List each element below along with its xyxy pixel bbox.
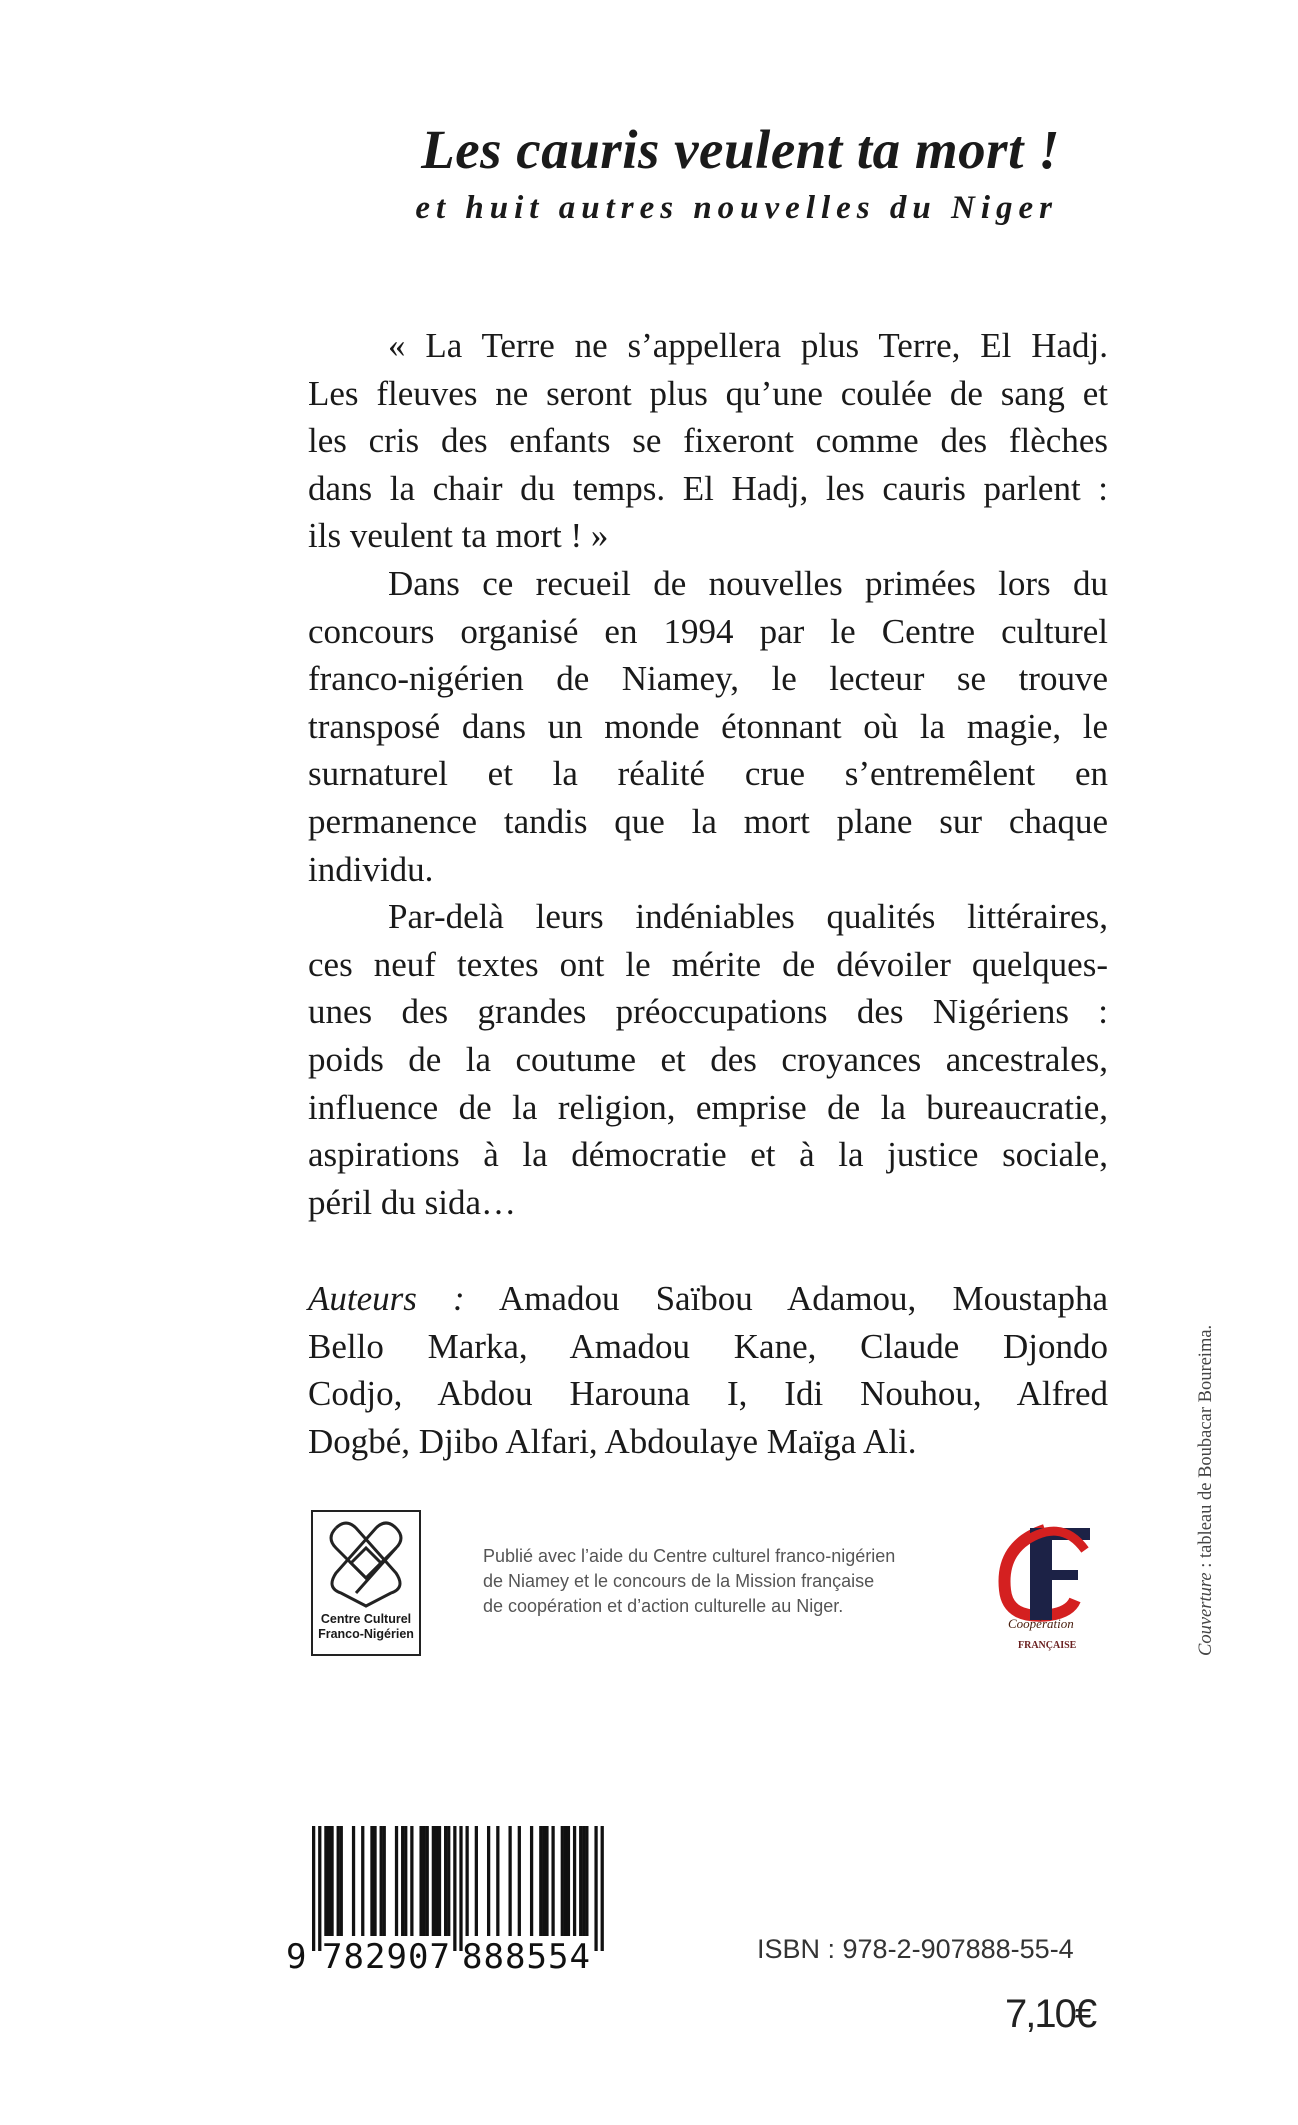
paragraph-line: concours organisé en 1994 par le Centre culturel xyxy=(308,611,1108,651)
barcode-bar xyxy=(395,1826,398,1936)
paragraph-line: permanence tandis que la mort plane sur chaque xyxy=(308,801,1108,841)
barcode-bar xyxy=(542,1826,545,1936)
barcode-first-digit: 9 xyxy=(286,1937,307,1976)
paragraph-line: surnaturel et la réalité crue s’entremêlent en xyxy=(308,754,1108,794)
barcode-bar xyxy=(594,1826,597,1951)
paragraph xyxy=(308,893,1108,1226)
paragraph xyxy=(308,560,1108,893)
barcode-bar xyxy=(337,1826,340,1936)
barcode-bar xyxy=(585,1826,588,1936)
barcode-bar xyxy=(423,1826,426,1936)
barcode-bar xyxy=(361,1826,364,1936)
barcode-bar xyxy=(435,1826,438,1936)
paragraph-line: « La Terre ne s’appellera plus Terre, El Hadj. xyxy=(388,326,1108,365)
barcode-bar xyxy=(573,1826,576,1936)
barcode-bar xyxy=(564,1826,567,1936)
barcode-bar xyxy=(466,1826,469,1936)
barcode-bar xyxy=(370,1826,373,1936)
authors-label: Auteurs : xyxy=(308,1279,465,1318)
blurb xyxy=(308,322,1108,1226)
paragraph-line: transposé dans un monde étonnant où la magie, le xyxy=(308,706,1108,746)
paragraph-line: péril du sida… xyxy=(308,1182,517,1222)
barcode-bar xyxy=(475,1826,478,1936)
barcode-bar xyxy=(444,1826,447,1936)
paragraph-line: Dans ce recueil de nouvelles primées lors du xyxy=(388,563,1108,603)
paragraph-line: individu. xyxy=(308,849,434,889)
barcode-bar xyxy=(318,1826,321,1951)
authors-text: Amadou Saïbou Adamou, Moustapha xyxy=(498,1279,1108,1318)
isbn: ISBN : 978-2-907888-55-4 xyxy=(757,1934,1074,1964)
barcode-bar xyxy=(330,1826,333,1936)
publisher-note-line: Publié avec l’aide du Centre culturel franco-nigérien xyxy=(483,1546,896,1566)
authors-line-4: Dogbé, Djibo Alfari, Abdoulaye Maïga Ali. xyxy=(308,1421,917,1461)
authors-line-2: Bello Marka, Amadou Kane, Claude Djondo xyxy=(308,1326,1108,1366)
paragraph-line: poids de la coutume et des croyances ancestrales, xyxy=(308,1039,1108,1079)
barcode-bar xyxy=(404,1826,407,1936)
barcode-bar xyxy=(373,1826,376,1936)
publisher-note xyxy=(483,1544,895,1619)
publisher-note-line: de Niamey et le concours de la Mission française xyxy=(483,1571,875,1591)
barcode-bar xyxy=(530,1826,533,1936)
paragraph xyxy=(308,322,1108,560)
barcode-bar xyxy=(453,1826,456,1951)
barcode-bar xyxy=(438,1826,441,1936)
barcode-bar xyxy=(352,1826,355,1936)
paragraph-line: Par-delà leurs indéniables qualités littéraires, xyxy=(388,897,1108,937)
cc-logo-line2: Franco-Nigérien xyxy=(318,1627,414,1641)
barcode-bar xyxy=(567,1826,570,1936)
barcode-bar xyxy=(518,1826,521,1936)
authors-line-1 xyxy=(308,1275,1108,1323)
cover-credit xyxy=(1196,1256,1217,1656)
knot-icon xyxy=(326,1518,406,1608)
barcode-bar xyxy=(410,1826,413,1936)
paragraph-line: les cris des enfants se fixeront comme des flèches xyxy=(308,421,1108,461)
cf-logo-caption: FRANÇAISE xyxy=(1018,1640,1077,1651)
publisher-note-line: de coopération et d’action culturelle au Niger. xyxy=(483,1596,844,1616)
paragraph-line: aspirations à la démocratie et à la justice sociale, xyxy=(308,1135,1108,1175)
barcode-bar xyxy=(582,1826,585,1936)
cooperation-francaise-logo xyxy=(990,1520,1100,1655)
barcode-bar xyxy=(459,1826,462,1951)
credit-label: Couverture xyxy=(1196,1572,1216,1656)
barcode-bar xyxy=(508,1826,511,1936)
price: 7,10€ xyxy=(1005,1992,1096,2036)
book-title: Les cauris veulent ta mort ! xyxy=(421,119,1060,180)
barcode-bar xyxy=(312,1826,315,1951)
barcode-bar xyxy=(487,1826,490,1936)
barcode-bar xyxy=(579,1826,582,1936)
authors xyxy=(308,1275,1108,1465)
barcode-bar xyxy=(426,1826,429,1936)
paragraph-line: ils veulent ta mort ! » xyxy=(308,516,609,556)
book-subtitle: et huit autres nouvelles du Niger xyxy=(415,190,1058,226)
barcode-bar xyxy=(551,1826,554,1936)
barcode xyxy=(282,1826,612,1976)
barcode-bar xyxy=(340,1826,343,1936)
credit-text: : tableau de Boubacar Boureima. xyxy=(1196,1324,1216,1573)
barcode-bar xyxy=(561,1826,564,1936)
paragraph-line: dans la chair du temps. El Hadj, les cauris parlent : xyxy=(308,468,1108,508)
barcode-bar xyxy=(447,1826,450,1936)
barcode-bar xyxy=(324,1826,327,1936)
barcode-bar xyxy=(419,1826,422,1936)
barcode-bar xyxy=(601,1826,604,1951)
barcode-bar xyxy=(401,1826,404,1936)
centre-culturel-logo xyxy=(311,1510,421,1656)
barcode-bar xyxy=(383,1826,386,1936)
barcode-bar xyxy=(496,1826,499,1936)
barcode-left-digits: 782907 xyxy=(322,1937,450,1976)
barcode-bar xyxy=(327,1826,330,1936)
barcode-bar xyxy=(545,1826,548,1936)
barcode-right-digits: 888554 xyxy=(462,1937,590,1976)
paragraph-line: Les fleuves ne seront plus qu’une coulée de sang et xyxy=(308,373,1108,413)
paragraph-line: unes des grandes préoccupations des Nigériens : xyxy=(308,992,1108,1032)
cf-logo-script: Coopération xyxy=(1008,1616,1074,1631)
barcode-bar xyxy=(432,1826,435,1936)
paragraph-line: ces neuf textes ont le mérite de dévoiler quelques- xyxy=(308,944,1108,984)
barcode-bar xyxy=(380,1826,383,1936)
cc-logo-line1: Centre Culturel xyxy=(320,1612,412,1626)
paragraph-line: franco-nigérien de Niamey, le lecteur se trouve xyxy=(308,659,1108,699)
paragraph-line: influence de la religion, emprise de la bureaucratie, xyxy=(308,1087,1108,1127)
barcode-bar xyxy=(539,1826,542,1936)
authors-line-3: Codjo, Abdou Harouna I, Idi Nouhou, Alfred xyxy=(308,1374,1108,1414)
